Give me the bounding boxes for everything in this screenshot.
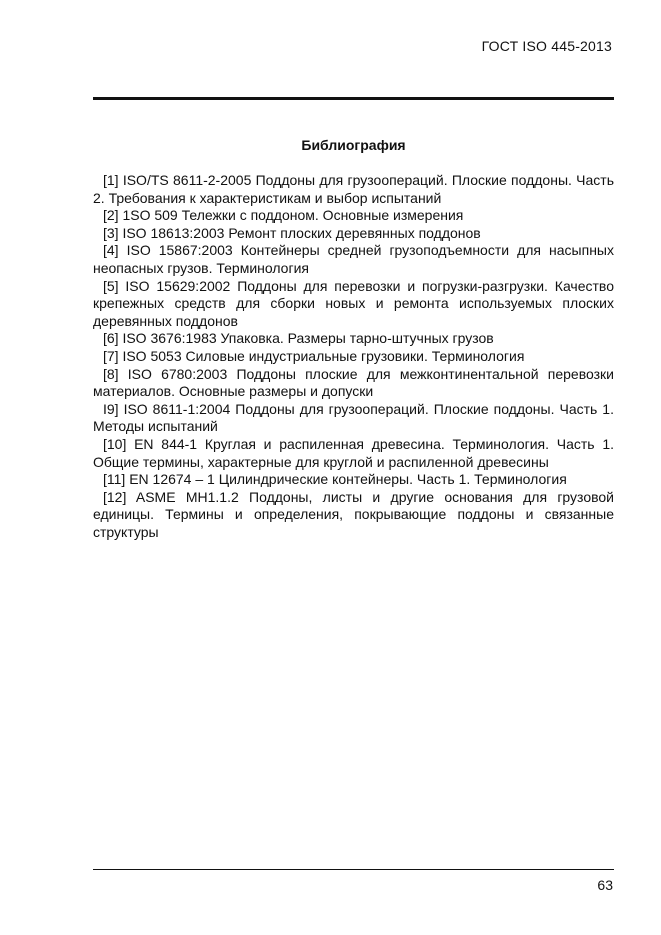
bibliography-entry: [8] ISO 6780:2003 Поддоны плоские для межконтинентальной перевозки материалов. Основные размеры и допуски <box>93 365 614 400</box>
bibliography-list <box>93 172 614 541</box>
page-number: 63 <box>597 877 613 893</box>
bibliography-entry: [3] ISO 18613:2003 Ремонт плоских деревянных поддонов <box>103 224 481 241</box>
bibliography-entry: [7] ISO 5053 Силовые индустриальные грузовики. Терминология <box>103 347 525 364</box>
bibliography-entry: [11] EN 12674 – 1 Цилиндрические контейнеры. Часть 1. Терминология <box>103 471 567 488</box>
bibliography-entry: [6] ISO 3676:1983 Упаковка. Размеры тарно-штучных грузов <box>103 330 494 347</box>
bibliography-title: Библиография <box>301 137 406 153</box>
standard-code: ГОСТ ISO 445-2013 <box>481 38 612 54</box>
header-divider <box>93 97 614 100</box>
bibliography-entry: I9] ISO 8611-1:2004 Поддоны для грузоопераций. Плоские поддоны. Часть 1. Методы испытаний <box>93 400 614 435</box>
bibliography-entry: [1] ISO/TS 8611-2-2005 Поддоны для грузоопераций. Плоские поддоны. Часть 2. Требования к характеристикам и выбор испытаний <box>93 172 614 206</box>
footer-divider <box>93 869 614 870</box>
bibliography-entry: [2] 1SO 509 Тележки с поддоном. Основные измерения <box>103 207 464 224</box>
bibliography-entry: [4] ISO 15867:2003 Контейнеры средней грузоподъемности для насыпных неопасных грузов. Терминология <box>93 242 614 276</box>
bibliography-entry: [10] EN 844-1 Круглая и распиленная древесина. Терминология. Часть 1. Общие термины, характерные для круглой и распиленной древесины <box>93 435 614 470</box>
bibliography-entry: [12] ASME MH1.1.2 Поддоны, листы и другие основания для грузовой единицы. Термины и определения, покрывающие поддоны и связанные структуры <box>93 488 614 540</box>
bibliography-entry: [5] ISO 15629:2002 Поддоны для перевозки и погрузки-разгрузки. Качество крепежных средств для сборки новых и ремонта используемых плоских деревянных поддонов <box>93 277 614 329</box>
